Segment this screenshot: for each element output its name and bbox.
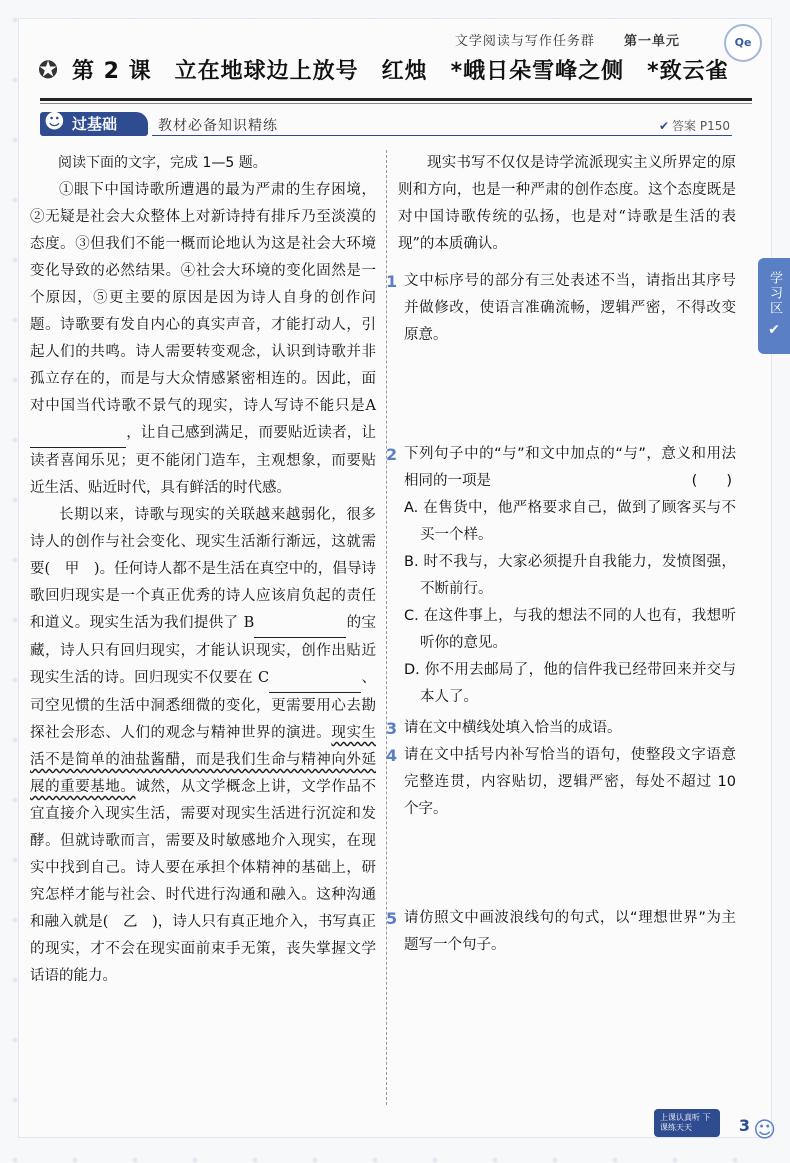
passage-column bbox=[30, 150, 376, 990]
side-tab-study-area[interactable] bbox=[758, 258, 790, 354]
lesson-title bbox=[38, 54, 729, 85]
option-a[interactable]: A. 在售货中，他严格要求自己，做到了顾客买与不买一个样。 bbox=[404, 500, 736, 543]
question-number: 3 bbox=[386, 719, 398, 738]
check-icon: ✔ bbox=[658, 119, 670, 133]
section-subtitle: 教材必备知识精练 bbox=[158, 118, 278, 134]
paragraph-1-text-a: ①眼下中国诗歌所遭遇的最为严肃的生存困境，②无疑是社会大众整体上对新诗持有排斥乃至淡漠的态度。③但我们不能一概而论地认为这是社会大环境变化导致的必然结果。④社会大环境的变化固然是一个原因，⑤更主要的原因是因为诗人自身的创作问题。诗歌要有发自内心的真实声音，才能打动人，引起人们的共鸣。诗人需要转变观念，认识到诗歌并非孤立存在的，而是与大众情感紧密相连的。因此，面对中国当代诗歌不景气的现实，诗人写诗不能只是 bbox=[30, 182, 376, 414]
page-number: 3 bbox=[738, 1116, 750, 1135]
section-underline bbox=[152, 135, 732, 136]
passage-paragraph-1 bbox=[30, 177, 376, 502]
question-text: 下列句子中的“与”和文中加点的“与”，意义和用法相同的一项是 bbox=[404, 446, 736, 489]
question-5 bbox=[386, 905, 736, 959]
question-3 bbox=[386, 715, 736, 742]
paragraph-2-text-d: 诚然，从文学概念上讲，文学作品不宜直接介入现实生活，需要对现实生活进行沉淀和发酵。但就诗歌而言，需要及时敏感地介入现实，在现实中找到自己。诗人要在承担个体精神的基础上，研究怎样才能与社会、时代进行沟通和融入。这种沟通和融入就是( 乙 )，诗人只有真正地介入，书写真正的现实，才不会在现实面前束手无策，丧失掌握文学话语的能力。 bbox=[30, 779, 377, 984]
paragraph-2-text-b: 的宝藏，诗人只有回归现实，才能认识现实，创作出贴近现实生活的诗。回归现实不仅要在 bbox=[30, 615, 377, 686]
question-number: 1 bbox=[386, 272, 398, 291]
option-c[interactable]: C. 在这件事上，与我的想法不同的人也有，我想听听你的意见。 bbox=[404, 608, 736, 651]
section-badge bbox=[40, 109, 148, 136]
answer-space-1[interactable] bbox=[398, 349, 736, 441]
question-text: 请在文中横线处填入恰当的成语。 bbox=[404, 720, 622, 736]
lesson-title-text: 第 2 课 立在地球边上放号 红烛 *峨日朵雪峰之侧 *致云雀 bbox=[72, 59, 729, 84]
question-number: 2 bbox=[386, 445, 398, 464]
question-4 bbox=[386, 742, 736, 823]
check-icon: ✔ bbox=[766, 322, 782, 341]
brand-logo: Qe bbox=[724, 24, 762, 62]
title-rule-thin bbox=[40, 103, 752, 104]
question-text: 请在文中括号内补写恰当的语句，使整段文字语意完整连贯，内容贴切，逻辑严密，每处不超过 10 个字。 bbox=[404, 747, 736, 817]
question-text: 文中标序号的部分有三处表述不当，请指出其序号并做修改，使语言准确流畅，逻辑严密，不得改变原意。 bbox=[404, 273, 736, 343]
wavy-underlined-sentence: 现实生活不是简单的油盐酱醋，而是我们生命与精神向外延展的重要基地。 bbox=[30, 725, 377, 795]
blank-b-line[interactable] bbox=[254, 610, 346, 638]
answer-reference-text: 答案 P150 bbox=[672, 119, 730, 133]
question-number: 5 bbox=[386, 909, 398, 928]
option-d[interactable]: D. 你不用去邮局了，他的信件我已经带回来并交与本人了。 bbox=[404, 662, 736, 705]
answer-bracket[interactable]: ( ) bbox=[691, 473, 732, 489]
question-text: 请仿照文中画波浪线句的句式，以“理想世界”为主题写一个句子。 bbox=[404, 910, 736, 953]
questions-column bbox=[386, 150, 736, 959]
mascot-icon: ☺ bbox=[753, 1118, 776, 1143]
answer-space-4[interactable] bbox=[398, 823, 736, 905]
mascot-icon: ☻ bbox=[44, 109, 65, 133]
section-bar bbox=[40, 109, 730, 136]
option-b[interactable]: B. 时不我与，大家必须提升自我能力，发愤图强，不断前行。 bbox=[404, 554, 736, 597]
answer-reference bbox=[659, 117, 730, 134]
blank-b-letter: B bbox=[243, 615, 255, 631]
footer-slogan-badge: 上课认真听 下课练天天 bbox=[654, 1109, 720, 1137]
blank-c-letter: C bbox=[258, 670, 270, 686]
side-tab-label: 学习区 bbox=[767, 271, 782, 317]
blank-c-line[interactable] bbox=[269, 665, 361, 693]
passage-paragraph-2 bbox=[30, 502, 376, 990]
question-2 bbox=[386, 441, 736, 495]
section-badge-label: 过基础 bbox=[72, 115, 118, 133]
title-rule bbox=[40, 98, 752, 101]
question-1 bbox=[386, 268, 736, 349]
blank-a-letter: A bbox=[365, 398, 376, 414]
paragraph-1-text-b: ，让自己感到满足，而要贴近读者，让读者喜闻乐见；更不能闭门造车，主观想象，而要贴近生活、贴近时代，具有鲜活的时代感。 bbox=[30, 425, 376, 496]
blank-a-line[interactable] bbox=[30, 420, 126, 448]
passage-paragraph-3: 现实书写不仅仅是诗学流派现实主义所界定的原则和方向，也是一种严肃的创作态度。这个态度既是对中国诗歌传统的弘扬，也是对“诗歌是生活的表现”的本质确认。 bbox=[398, 155, 736, 252]
paragraph-2-text-a: 长期以来，诗歌与现实的关联越来越弱化，很多诗人的创作与社会变化、现实生活渐行渐远，这就需要( 甲 )。任何诗人都不是生活在真空中的，倡导诗歌回归现实是一个真正优秀的诗人应该肩负起的责任和道义。现实生活为我们提供了 bbox=[30, 507, 376, 631]
paragraph-2-text-c: 、司空见惯的生活中洞悉细微的变化，更需要用心去勘探社会形态、人们的观念与精神世界的演进。 bbox=[30, 670, 377, 741]
star-icon: ✪ bbox=[38, 55, 59, 84]
series-label: 文学阅读与写作任务群 bbox=[454, 34, 595, 49]
question-number: 4 bbox=[386, 746, 398, 765]
unit-label: 第一单元 bbox=[623, 34, 680, 49]
passage-intro: 阅读下面的文字，完成 1—5 题。 bbox=[58, 155, 267, 171]
running-header bbox=[455, 30, 680, 49]
